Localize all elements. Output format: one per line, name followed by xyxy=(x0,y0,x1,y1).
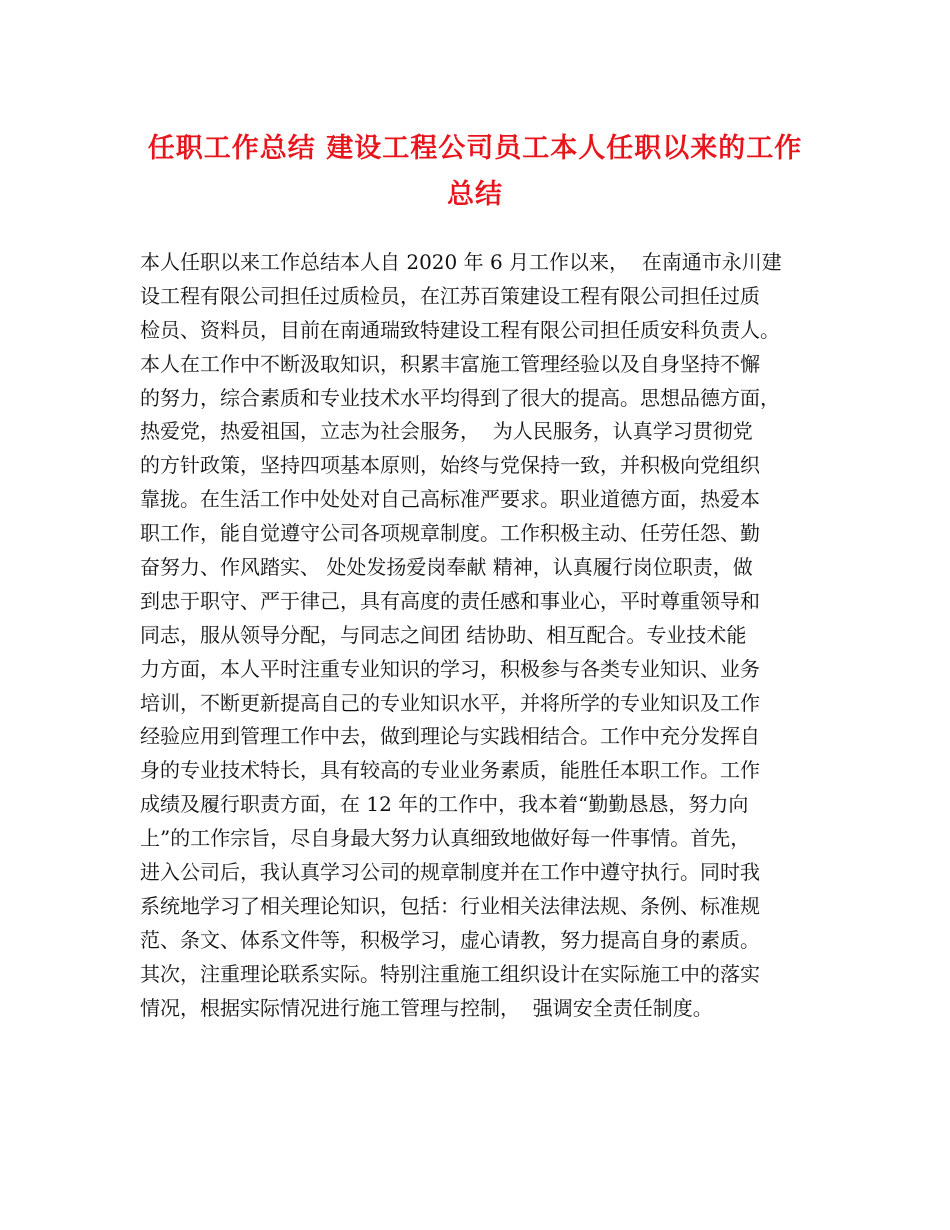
body-line: 经验应用到管理工作中去，做到理论与实践相结合。工作中充分发挥自 xyxy=(140,724,760,749)
body-line: 靠拢。在生活工作中处处对自己高标准严要求。职业道德方面，热爱本 xyxy=(140,487,760,512)
body-line: 同志，服从领导分配，与同志之间团 结协助、相互配合。专业技术能 xyxy=(140,622,747,647)
body-line: 进入公司后，我认真学习公司的规章制度并在工作中遵守执行。同时我 xyxy=(140,860,760,885)
title-line: 总结 xyxy=(447,179,503,210)
document-title xyxy=(110,126,840,218)
body-line: 的努力，综合素质和专业技术水平均得到了很大的提高。思想品德方面， xyxy=(140,385,780,410)
body-line: 职工作，能自觉遵守公司各项规章制度。工作积极主动、任劳任怨、勤 xyxy=(140,521,760,546)
body-line: 系统地学习了相关理论知识，包括：行业相关法律法规、条例、标准规 xyxy=(140,893,760,918)
body-line: 身的专业技术特长，具有较高的专业业务素质，能胜任本职工作。工作 xyxy=(140,758,760,783)
body-line: 其次，注重理论联系实际。特别注重施工组织设计在实际施工中的落实 xyxy=(140,961,760,986)
body-line: 力方面，本人平时注重专业知识的学习，积极参与各类专业知识、业务 xyxy=(140,656,760,681)
body-line: 的方针政策，坚持四项基本原则，始终与党保持一致，并积极向党组织 xyxy=(140,453,760,478)
body-line: 检员、资料员，目前在南通瑞致特建设工程有限公司担任质安科负责人。 xyxy=(140,317,780,342)
title-line: 任职工作总结 建设工程公司员工本人任职以来的工作 xyxy=(147,133,803,164)
document-body xyxy=(140,246,830,1025)
body-line: 本人任职以来工作总结本人自 2020 年 6 月工作以来， 在南通市永川建 xyxy=(140,250,782,274)
body-line: 热爱党，热爱祖国，立志为社会服务， 为人民服务，认真学习贯彻党 xyxy=(140,419,753,444)
body-line: 范、条文、体系文件等，积极学习，虚心请教，努力提高自身的素质。 xyxy=(140,927,760,952)
body-line: 上”的工作宗旨，尽自身最大努力认真细致地做好每一件事情。首先， xyxy=(140,826,751,851)
body-line: 到忠于职守、严于律己，具有高度的责任感和事业心，平时尊重领导和 xyxy=(140,588,760,613)
body-line: 设工程有限公司担任过质检员，在江苏百策建设工程有限公司担任过质 xyxy=(140,283,760,308)
body-line: 奋努力、作风踏实、 处处发扬爱岗奉献 精神，认真履行岗位职责，做 xyxy=(140,555,753,580)
body-line: 成绩及履行职责方面，在 12 年的工作中，我本着“勤勤恳恳，努力向 xyxy=(140,792,749,817)
body-line: 情况，根据实际情况进行施工管理与控制， 强调安全责任制度。 xyxy=(140,995,713,1020)
body-line: 培训，不断更新提高自己的专业知识水平，并将所学的专业知识及工作 xyxy=(140,690,760,715)
body-line: 本人在工作中不断汲取知识，积累丰富施工管理经验以及自身坚持不懈 xyxy=(140,351,760,376)
